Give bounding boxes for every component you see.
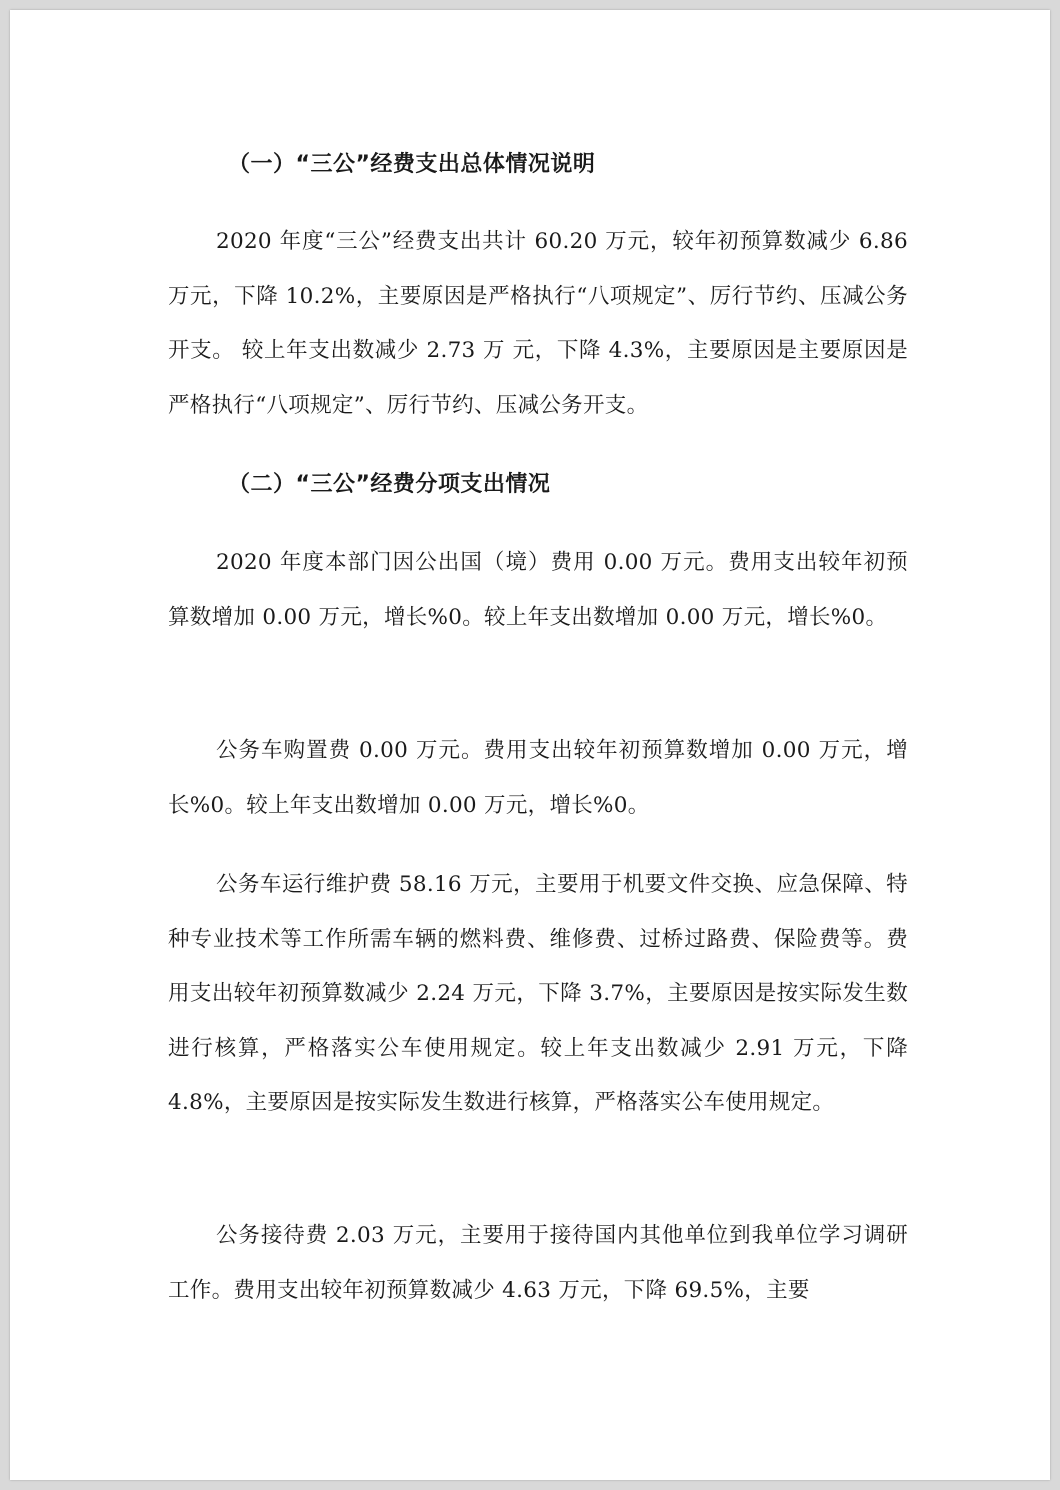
paragraph-overall-summary: 2020 年度“三公”经费支出共计 60.20 万元，较年初预算数减少 6.86 万元，下降 10.2%，主要原因是严格执行“八项规定”、厉行节约、压减公务开支。 较上年支出数减少 2.73 万 元，下降 4.3%，主要原因是主要原因是严格执行“八项规定”、厉行节约、压减公务开支。 (168, 229, 908, 418)
section-heading-itemized: （二）“三公”经费分项支出情况 (228, 472, 551, 497)
paragraph-vehicle-purchase: 公务车购置费 0.00 万元。费用支出较年初预算数增加 0.00 万元，增长%0。较上年支出数增加 0.00 万元，增长%0。 (168, 738, 908, 818)
paragraph-official-reception: 公务接待费 2.03 万元，主要用于接待国内其他单位到我单位学习调研工作。费用支出较年初预算数减少 4.63 万元，下降 69.5%，主要 (168, 1223, 908, 1303)
section-heading-overall: （一）“三公”经费支出总体情况说明 (228, 152, 596, 177)
paragraph-vehicle-maintenance: 公务车运行维护费 58.16 万元，主要用于机要文件交换、应急保障、特种专业技术等工作所需车辆的燃料费、维修费、过桥过路费、保险费等。费用支出较年初预算数减少 2.24 万元，下降 3.7%，主要原因是按实际发生数进行核算，严格落实公车使用规定。较上年支出数减少 2.91 万元，下降 4.8%，主要原因是按实际发生数进行核算，严格落实公车使用规定。 (168, 872, 908, 1115)
paragraph-overseas-travel: 2020 年度本部门因公出国（境）费用 0.00 万元。费用支出较年初预算数增加 0.00 万元，增长%0。较上年支出数增加 0.00 万元，增长%0。 (168, 550, 908, 630)
document-page (10, 10, 1050, 1480)
